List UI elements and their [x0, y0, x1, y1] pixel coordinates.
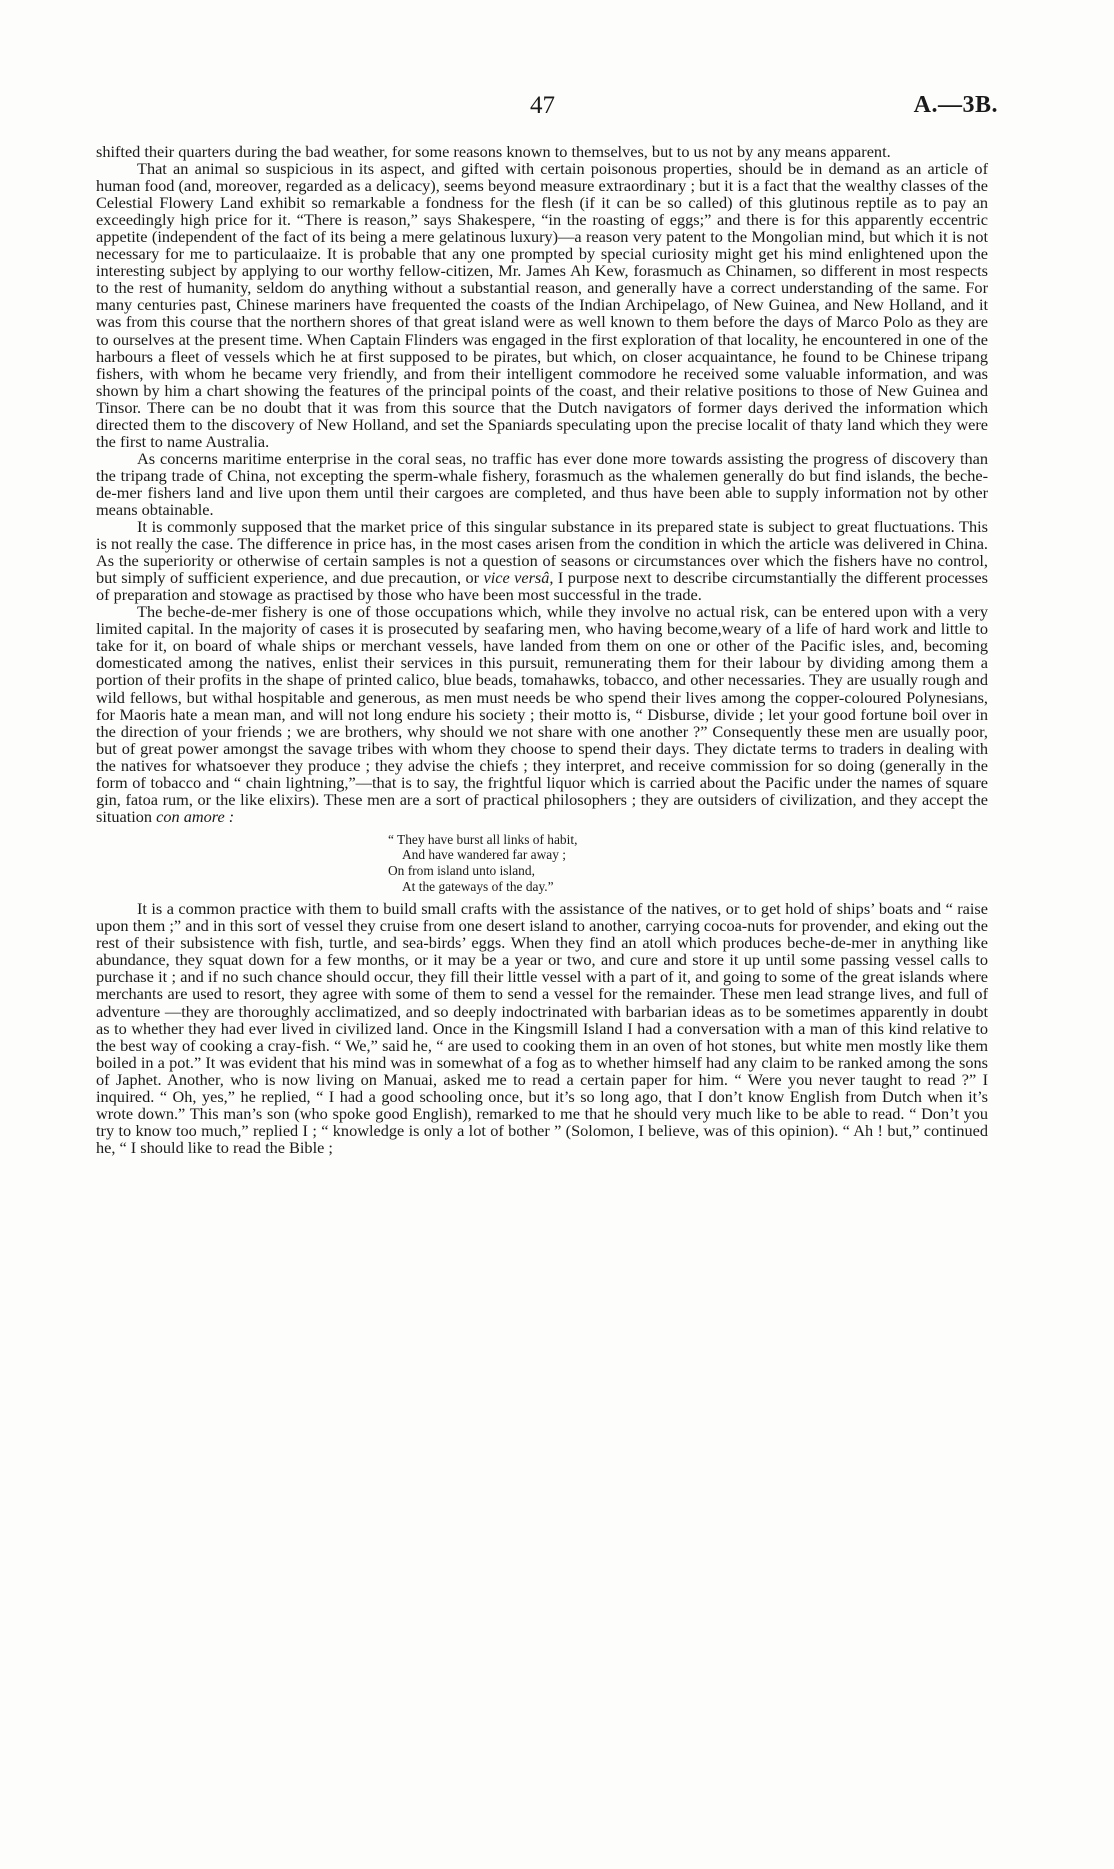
paragraph: That an animal so suspicious in its aspect, and gifted with certain poisonous properties, should be in demand as an article of human food (and, moreover, regarded as a delicacy), seems beyond measure extraordinary ; but it is a fact that the wealthy classes of the Celestial Flowery Land exhibit so remarkable a fondness for the flesh (if it can be so called) of this glutinous reptile as to pay an exceedingly high price for it. “There is reason,” says Shakespere, “in the roasting of eggs;” and there is for this apparently eccentric appetite (independent of the fact of its being a mere gelatinous luxury)—a reason very patent to the Mongolian mind, but which it is not necessary for me to particulaaize. It is probable that any one prompted by special curiosity might get his mind enlightened upon the interesting subject by applying to our worthy fellow-citizen, Mr. James Ah Kew, forasmuch as Chinamen, so different in most respects to the rest of humanity, seldom do anything without a substantial reason, and generally have a correct understanding of the same. For many centuries past, Chinese mariners have frequented the coasts of the Indian Archipelago, of New Guinea, and New Holland, and it was from this course that the northern shores of that great island were as well known to them before the days of Marco Polo as they are to ourselves at the present time. When Captain Flinders was engaged in the first exploration of that locality, he encountered in one of the harbours a fleet of vessels which he at first supposed to be pirates, but which, on closer acquaintance, he found to be Chinese tripang fishers, with whom he became very friendly, and from their intelligent commodore he received some valuable information, and was shown by him a chart showing the features of the principal points of the coast, and their relative positions to those of New Guinea and Tinsor. There can be no doubt that it was from this source that the Dutch navigators of former days derived the information which directed them to the discovery of New Holland, and set the Spaniards speculating upon the precise localit of thaty land which they were the first to name Australia. [96, 159, 988, 451]
verse-line: At the gateways of the day.” [402, 878, 554, 894]
paragraph-text: I purpose next to describe circumstantially the different processes of preparation and stowage as practised by those who have been most successful in the trade. [96, 568, 988, 605]
paragraph: As concerns maritime enterprise in the coral seas, no traffic has ever done more towards assisting the progress of discovery than the tripang trade of China, not excepting the sperm-whale fishery, forasmuch as the whalemen generally do but find islands, the beche-de-mer fishers land and live upon them until their cargoes are completed, and thus have been able to supply information not by other means obtainable. [96, 448, 988, 519]
paragraph-text: The beche-de-mer fishery is one of those occupations which, while they involve no actual risk, can be entered upon with a very limited capital. In the majority of cases it is prosecuted by seafaring men, who having become,weary of a life of hard work and little to take for it, on board of whale ships or merchant vessels, have landed from them on one or other of the Pacific isles, and, becoming domesticated among the natives, enlist their services in this pursuit, remunerating them for their labour by dividing among them a portion of their profits in the shape of printed calico, blue beads, tomahawks, tobacco, and other necessaries. They are usually rough and wild fellows, but withal hospitable and generous, as men must needs be who spend their lives among the copper-coloured Polynesians, for Maoris hate a mean man, and will not long endure his society ; their motto is, “ Disburse, divide ; let your good fortune boil over in the direction of your friends ; we are brothers, why should we not share with one another ?” Consequently these men are usually poor, but of great power amongst the savage tribes with whom they choose to spend their days. They dictate terms to traders in dealing with the natives for whatsoever they produce ; they advise the chiefs ; they interpret, and receive commission for so doing (generally in the form of tobacco and “ chain lightning,”—that is to say, the frightful liquor which is carried about the Pacific under the names of square gin, fatoa rum, or the like elixirs). These men are a sort of practical philosophers ; they are outsiders of civilization, and they accept the situation [96, 602, 988, 826]
italic-phrase: con amore : [156, 806, 235, 826]
body-text [96, 143, 988, 1156]
paragraph-text: It is commonly supposed that the market price of this singular substance in its prepared state is subject to great fluctuations. This is not really the case. The difference in price has, in the most cases arisen from the condition in which the article was delivered in China. As the superiority or otherwise of certain samples is not a question of seasons or circumstances over which the fishers have no control, but simply of sufficient experience, and due precaution, or [96, 517, 988, 588]
paragraph-continued: shifted their quarters during the bad weather, for some reasons known to themselves, but to us not by any means apparent. [96, 142, 891, 161]
paragraph: It is a common practice with them to build small crafts with the assistance of the natives, or to get hold of ships’ boats and “ raise upon them ;” and in this sort of vessel they cruise from one desert island to another, carrying cocoa-nuts for provender, and eking out the rest of their subsistence with fish, turtle, and sea-birds’ eggs. When they find an atoll which produces beche-de-mer in anything like abundance, they squat down for a few months, or it may be a year or two, and cure and store it up until some passing vessel calls to purchase it ; and if no such chance should occur, they fill their little vessel with a part of it, and going to some of the great islands where merchants are used to resort, they agree with some of them to send a vessel for the remainder. These men lead strange lives, and full of adventure —they are thoroughly acclimatized, and so deeply indoctrinated with barbarian ideas as to be sometimes apparently in doubt as to whether they had ever lived in civilized land. Once in the Kingsmill Island I had a conversation with a man of this kind relative to the best way of cooking a cray-fish. “ We,” said he, “ are used to cooking them in an oven of hot stones, but white men mostly like them boiled in a pot.” It was evident that his mind was in somewhat of a fog as to whether himself had any claim to be ranked among the sons of Japhet. Another, who is now living on Manuai, asked me to read a certain paper for him. “ Were you never taught to read ?” I inquired. “ Oh, yes,” he replied, “ I had a good schooling once, but it’s so long ago, that I don’t know English from Dutch when it’s wrote down.” This man’s son (who spoke good English), remarked to me that he should very much like to be able to read. “ Don’t you try to know too much,” replied I ; “ knowledge is only a lot of bother ” (Solomon, I believe, was of this opinion). “ Ah ! but,” continued he, “ I should like to read the Bible ; [96, 899, 988, 1157]
verse-line: On from island unto island, [388, 863, 535, 879]
page-number: 47 [530, 92, 555, 119]
verse-line: And have wandered far away ; [402, 847, 566, 863]
paragraph [96, 518, 988, 603]
page-header [0, 92, 1114, 126]
document-reference: A.—3B. [913, 92, 998, 118]
verse-quotation [96, 832, 988, 894]
verse-line: “ They have burst all links of habit, [388, 831, 578, 847]
italic-phrase: vice versâ, [483, 568, 554, 588]
paragraph [96, 603, 988, 825]
